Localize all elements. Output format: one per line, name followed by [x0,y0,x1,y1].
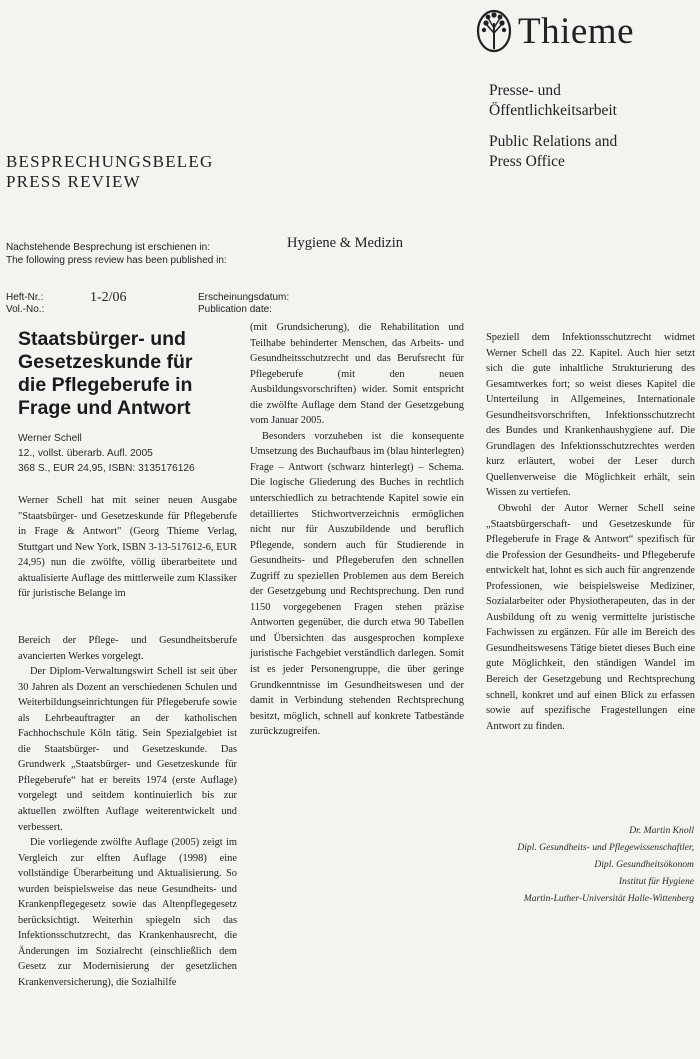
department-de-line2: Öffentlichkeitsarbeit [489,102,617,119]
logo-wordmark: Thieme [518,10,635,52]
department-de [489,81,617,121]
published-in-de: Nachstehende Besprechung ist erschienen in: [6,242,211,253]
department-de-line1: Presse- und [489,82,561,99]
heft-label: Heft-Nr.: [6,292,44,303]
department-en-line2: Press Office [489,153,565,170]
paragraph: (mit Grundsicherung), die Rehabilitation und Teilhabe behinderter Menschen, das Arbeits- und Gesundheitsschutzrecht und das Berufsrecht für Pflegeberufe (mit den neuen Ausbildungsvorschriften) wider. Somit entspricht die zwölfte Auflage dem Stand der Gesetzgebung vom Januar 2005. [250,322,464,427]
journal-name: Hygiene & Medizin [287,235,403,251]
published-in-label [6,241,227,267]
issue-number-label [6,292,44,316]
paragraph: Die vorliegende zwölfte Auflage (2005) zeigt im Vergleich zur elften Auflage (1998) eine vollständige Überarbeitung und Aktualisierung. So wurden beispielsweise das neue Gesundheits- und Krankenpflegegesetz sowie das Altenpflegegesetz berücksichtigt. Weiterhin spiegeln sich das Infektionsschutzrecht, das Krankenhausrecht, die Änderungen im Sozialrecht (einschließlich dem Gesetz zur Modernisierung der gesetzlichen Krankenversicherung), die Sozialhilfe [18,837,237,989]
thieme-tree-emblem-icon [476,9,512,53]
book-author: Werner Schell [18,433,82,444]
reviewer-institute: Institut für Hygiene [618,876,694,887]
reviewer-title-1: Dipl. Gesundheits- und Pflegewissenschaftler, [517,842,694,853]
published-in-en: The following press review has been published in: [6,255,227,266]
review-column-1b [18,633,237,991]
document-type-heading [6,152,213,192]
issue-number-value: 1-2/06 [90,290,127,305]
review-column-3 [486,330,695,734]
publication-date-label [198,292,289,316]
book-details: 368 S., EUR 24,95, ISBN: 3135176126 [18,463,195,474]
book-metadata [18,431,195,476]
book-title-line: Staatsbürger- und [18,328,186,350]
paragraph: Bereich der Pflege- und Gesundheitsberufe avancierten Werkes vorgelegt. [18,635,237,662]
review-column-1a [18,493,237,602]
department-en [489,132,617,172]
paragraph: Speziell dem Infektionsschutzrecht widmet Werner Schell das 22. Kapitel. Auch hier setzt sich die gute inhaltliche Strukturierung des Gesamtwerkes fort; so weist dieses Kapitel die Unterteilung in Allgemeines, Internationale Gesundheitsvorschriften, Infektionsschutzrecht des Bundes und Krankenhaushygiene auf. Die Grundlagen des Infektionsschutzrechtes werden kurz erläutert, wobei der Leser durch Quellenverweise die Möglichkeit erhält, sein Wissen zu vertiefen. [486,332,695,499]
book-title [18,328,244,420]
heading-de: BESPRECHUNGSBELEG [6,152,214,171]
reviewer-signature [517,822,694,907]
department-en-line1: Public Relations and [489,133,618,150]
review-column-2 [250,320,464,740]
thieme-logo [476,6,696,56]
paragraph: Werner Schell hat mit seiner neuen Ausgabe "Staatsbürger- und Gesetzeskunde für Pflegeberufe in Frage & Antwort" (Georg Thieme Verlag, Stuttgart und New York, ISBN 3-13-517612-6, EUR 24,95) nun die zwölfte, völlig überarbeitete und aktualisierte Auflage des mittlerweile zum Klassiker für juristische Belange im [18,495,237,600]
book-title-line: Frage und Antwort [18,397,191,419]
date-label-de: Erscheinungsdatum: [198,292,290,303]
paragraph: Der Diplom-Verwaltungswirt Schell ist seit über 30 Jahren als Dozent an verschiedenen Schulen und Weiterbildungseinrichtungen für Pflegeberufe sowie als Lehrbeauftragter an der katholischen Fachhochschule Köln tätig. Sein Spezialgebiet ist die Staatsbürger- und Gesetzeskunde. Das Grundwerk „Staatsbürger- und Gesetzeskunde für Pflegeberufe“ hat er bereits 1974 (erste Auflage) vorgelegt und seitdem kontinuierlich bis zur aktuellen zwölften Auflage weiterentwickelt und verbessert. [18,666,237,833]
paragraph: Obwohl der Autor Werner Schell seine „Staatsbürgerschaft- und Gesetzeskunde für Pflegeberufe in Frage & Antwort“ spezifisch für die Profession der Gesundheits- und Pflegeberufe entwickelt hat, lohnt es sich auch für angrenzende Professionen, wie beispielsweise Mediziner, Sozialarbeiter oder Physiotherapeuten, das in der Ausbildung oft zu wenig vermittelte juristische Fachwissen zu ergänzen. Für alle im Bereich des Gesundheitswesens Tätige bietet dieses Buch eine gute Möglichkeit, den ständigen Wandel im Bereich der Gesetzgebung und Rechtsprechung schnell, konkret und auf einen Blick zu erfassen sowie auf spezifische Fragestellungen eine Antwort zu finden. [486,503,695,732]
heading-en: PRESS REVIEW [6,172,141,191]
reviewer-title-2: Dipl. Gesundheitsökonom [594,859,694,870]
book-title-line: die Pflegeberufe in [18,374,193,396]
reviewer-university: Martin-Luther-Universität Halle-Wittenberg [523,893,694,904]
paragraph: Besonders vorzuheben ist die konsequente Umsetzung des Buchaufbaus im (blau hinterlegten) Frage – Antwort (schwarz hinterlegt) – Schema. Die logische Gliederung des Buches in rechtlich unterschiedlich zu betrachtende Kapitel sowie ein detailliertes Stichwortverzeichnis ermöglichen nicht nur für Auszubildende und beruflich Pflegende, sondern auch für Studierende in Gesundheits- und Pflegeberufen den schnellen Zugriff zu speziellen Problemen aus dem Bereich der Gesetzgebung und Rechtsprechung. Den rund 1150 vorgegebenen Fragen stehen präzise Antworten gegenüber, die durch etwa 90 Tabellen und Übersichten das ausgesprochen komplexe juristische Fachgebiet verständlich darlegen. Somit ist es jeder Personengruppe, die über geringe Grundkenntnisse im Gesundheitswesen und der damit in Verbindung stehenden Rechtsprechung besitzt, möglich, schnell auf konkrete Tatbestände zurückzugreifen. [250,430,464,738]
reviewer-name: Dr. Martin Knoll [629,825,694,836]
book-edition: 12., vollst. überarb. Aufl. 2005 [18,448,153,459]
date-label-en: Publication date: [198,304,272,315]
vol-label: Vol.-No.: [6,304,45,315]
book-title-line: Gesetzeskunde für [18,351,193,373]
